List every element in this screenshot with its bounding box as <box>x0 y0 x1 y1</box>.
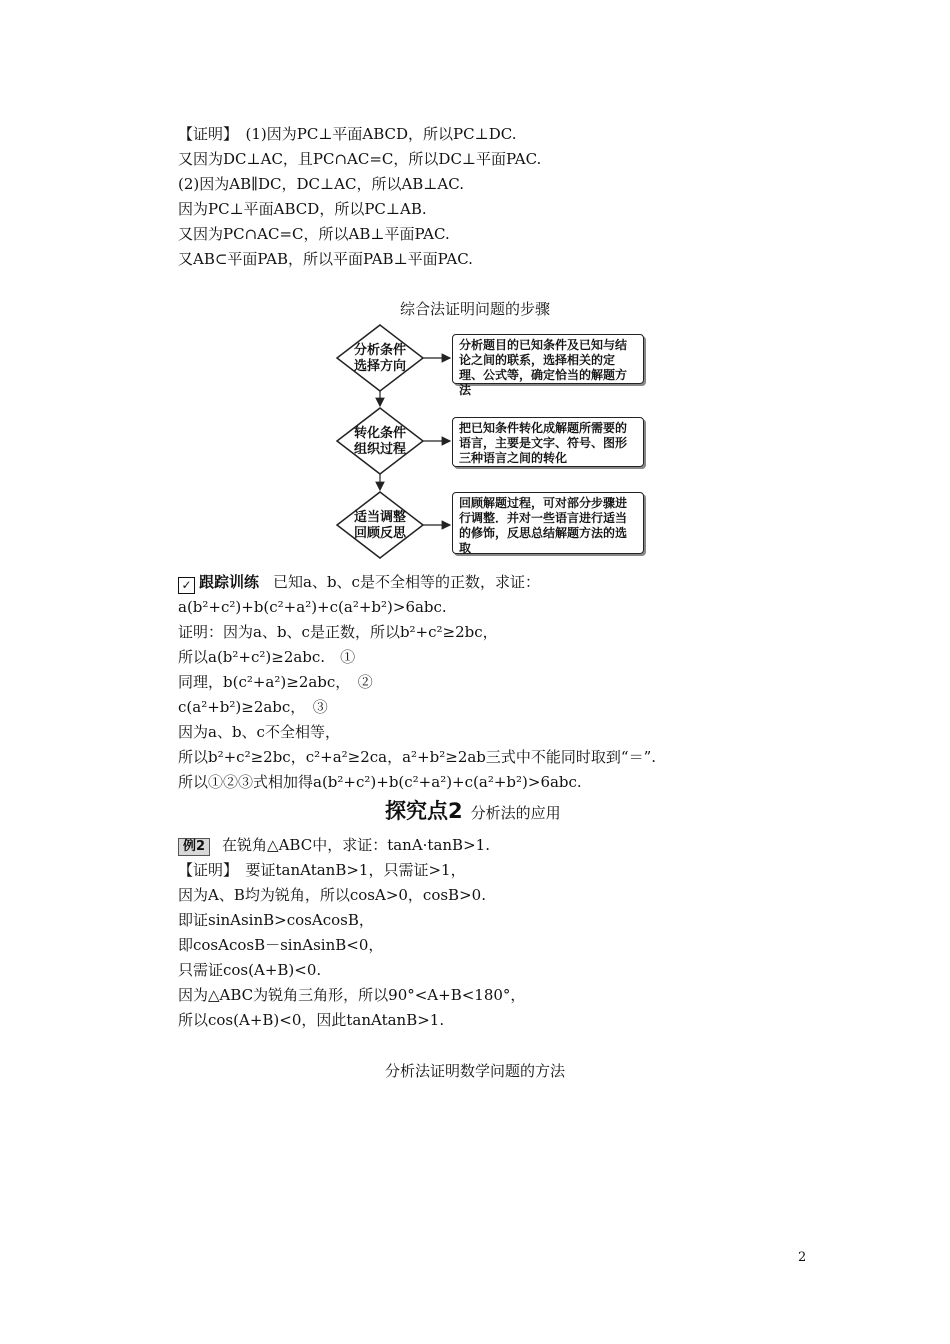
proof1-line-1: 【证明】 (1)因为PC⊥平面ABCD，所以PC⊥DC. <box>178 125 517 143</box>
flow-diamond-3-line-1: 适当调整 <box>353 510 406 525</box>
training-line-8: 所以①②③式相加得a(b²+c²)+b(c²+a²)+c(a²+b²)>6abc. <box>178 773 582 791</box>
page-number: 2 <box>798 1250 807 1265</box>
example-line-4: 即cosAcosB－sinAsinB<0， <box>178 936 384 954</box>
section-title: 分析法的应用 <box>470 804 561 822</box>
example-line-2: 因为A、B均为锐角，所以cosA>0，cosB>0. <box>178 886 486 904</box>
training-badge-label: 跟踪训练 <box>199 573 260 591</box>
example-first-line <box>178 835 490 856</box>
example-line-3: 即证sinAsinB>cosAcosB， <box>178 911 374 929</box>
flow-box-2: 把已知条件转化成解题所需要的语言，主要是文字、符号、图形三种语言之间的转化 <box>452 417 644 467</box>
flow-diamond-1-line-2: 选择方向 <box>353 359 406 374</box>
flowchart-title: 综合法证明问题的步骤 <box>399 300 550 318</box>
training-badge <box>178 572 259 594</box>
training-line-1: a(b²+c²)+b(c²+a²)+c(a²+b²)>6abc. <box>178 598 447 616</box>
example-line-1: 【证明】 要证tanAtanB>1，只需证>1， <box>178 861 466 879</box>
training-line-5: c(a²+b²)≥2abc， ③ <box>178 698 328 716</box>
section-number: 探究点2 <box>385 799 463 823</box>
flow-diamond-2-text <box>338 426 422 458</box>
section-heading <box>385 798 561 826</box>
analysis-method-title: 分析法证明数学问题的方法 <box>384 1062 565 1080</box>
example-question: 在锐角△ABC中，求证：tanA·tanB>1. <box>222 836 490 854</box>
flow-diamond-2-line-1: 转化条件 <box>353 426 406 441</box>
training-line-7: 所以b²+c²≥2bc，c²+a²≥2ca，a²+b²≥2ab三式中不能同时取到“＝”. <box>178 748 657 766</box>
example-badge: 例2 <box>178 838 210 856</box>
flow-diamond-3-line-2: 回顾反思 <box>353 526 406 541</box>
check-icon: ✓ <box>178 577 195 594</box>
proof1-line-6: 又AB⊂平面PAB，所以平面PAB⊥平面PAC. <box>178 250 473 268</box>
flow-diamond-3-text <box>338 510 422 542</box>
training-line-3: 所以a(b²+c²)≥2abc. ① <box>178 648 356 666</box>
example-line-5: 只需证cos(A+B)<0. <box>178 961 322 979</box>
training-line-4: 同理，b(c²+a²)≥2abc， ② <box>178 673 373 691</box>
flow-diamond-1-text <box>338 343 422 375</box>
flow-diamond-2-line-2: 组织过程 <box>353 442 406 457</box>
training-line-6: 因为a、b、c不全相等， <box>178 723 340 741</box>
proof1-line-3: (2)因为AB∥DC，DC⊥AC，所以AB⊥AC. <box>178 175 464 193</box>
flow-box-1: 分析题目的已知条件及已知与结论之间的联系，选择相关的定理、公式等，确定恰当的解题方法 <box>452 334 644 384</box>
proof1-line-5: 又因为PC∩AC=C，所以AB⊥平面PAC. <box>178 225 450 243</box>
training-line-2: 证明：因为a、b、c是正数，所以b²+c²≥2bc， <box>178 623 498 641</box>
training-first-line <box>178 572 540 594</box>
proof1-line-4: 因为PC⊥平面ABCD，所以PC⊥AB. <box>178 200 427 218</box>
example-line-7: 所以cos(A+B)<0，因此tanAtanB>1. <box>178 1011 445 1029</box>
training-question: 已知a、b、c是不全相等的正数，求证： <box>273 573 540 591</box>
proof1-line-2: 又因为DC⊥AC，且PC∩AC=C，所以DC⊥平面PAC. <box>178 150 542 168</box>
flow-box-3: 回顾解题过程，可对部分步骤进行调整．并对一些语言进行适当的修饰，反思总结解题方法的选取 <box>452 492 644 554</box>
example-line-6: 因为△ABC为锐角三角形，所以90°<A+B<180°， <box>178 986 526 1004</box>
flow-diamond-1-line-1: 分析条件 <box>353 343 406 358</box>
